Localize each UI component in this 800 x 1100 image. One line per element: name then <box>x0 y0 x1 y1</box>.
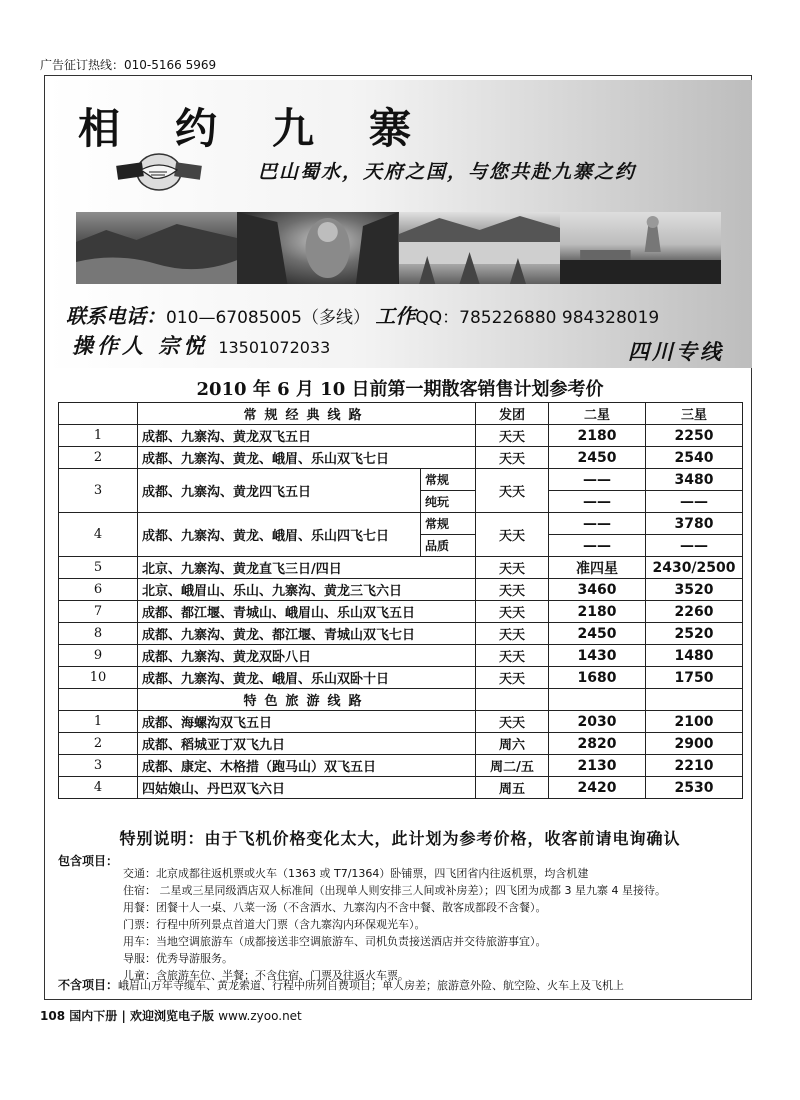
table-row: 纯玩 —— —— <box>59 491 743 513</box>
excluded-text: 峨眉山万年寺缆车、黄龙索道、行程中所列自费项目；单人房差；旅游意外险、航空险、火车上及飞机上 <box>118 979 625 992</box>
table-row: 4 四姑娘山、丹巴双飞六日 周五 2420 2530 <box>59 777 743 799</box>
handshake-logo-icon <box>115 150 203 194</box>
operator-phone: 13501072033 <box>218 338 331 357</box>
plan-title: 2010 年 6 月 10 日前第一期散客销售计划参考价 <box>196 379 604 400</box>
special-note: 特别说明：由于飞机价格变化太大，此计划为参考价格，收客前请电询确认 <box>119 829 681 848</box>
page-footer: 108 国内下册 | 欢迎浏览电子版 www.zyoo.net <box>40 1009 302 1023</box>
photo-valley <box>76 212 237 284</box>
table-row: 1 成都、海螺沟双飞五日 天天 2030 2100 <box>59 711 743 733</box>
footer-url[interactable]: www.zyoo.net <box>218 1009 302 1023</box>
banner-slogan: 巴山蜀水，天府之国，与您共赴九寨之约 <box>258 161 637 183</box>
table-row: 6 北京、峨眉山、乐山、九寨沟、黄龙三飞六日 天天 3460 3520 <box>59 579 743 601</box>
three-star-header: 三星 <box>646 403 743 425</box>
table-row: 2 成都、九寨沟、黄龙、峨眉、乐山双飞七日 天天 2450 2540 <box>59 447 743 469</box>
operator-line <box>72 330 330 360</box>
qq-label: 工作 <box>375 304 416 328</box>
included-transport: 交通：北京成都往返机票或火车（1363 或 T7/1364）卧铺票，四飞团省内往返机票，均含机建 <box>123 867 589 880</box>
table-row: 3 成都、康定、木格措（跑马山）双飞五日 周二/五 2130 2210 <box>59 755 743 777</box>
qq-numbers: QQ：785226880 984328019 <box>415 308 660 328</box>
price-table <box>58 402 743 799</box>
phone-number: 010—67085005（多线） <box>166 308 370 328</box>
photo-giant-buddha <box>237 212 398 284</box>
table-row: 8 成都、九寨沟、黄龙、都江堰、青城山双飞七日 天天 2450 2520 <box>59 623 743 645</box>
included-meals: 用餐：团餐十人一桌、八菜一汤（不含酒水、九寨沟内不含中餐、散客成都段不含餐）。 <box>123 901 547 914</box>
table-row: 10 成都、九寨沟、黄龙、峨眉、乐山双卧十日 天天 1680 1750 <box>59 667 743 689</box>
table-row: 1 成都、九寨沟、黄龙双飞五日 天天 2180 2250 <box>59 425 743 447</box>
ad-hotline: 广告征订热线：010-5166 5969 <box>40 58 217 72</box>
table-row: 7 成都、都江堰、青城山、峨眉山、乐山双飞五日 天天 2180 2260 <box>59 601 743 623</box>
excluded-line <box>58 976 624 993</box>
banner-title: 相约九寨 <box>78 104 467 153</box>
included-lodging: 住宿： 二星或三星同级酒店双人标准间（出现单人则安排三人间或补房差）；四飞团为成都 3 星九寨 4 星接待。 <box>123 884 666 897</box>
special-header-row <box>59 689 743 711</box>
footer-text: 欢迎浏览电子版 <box>130 1009 215 1023</box>
depart-header: 发团 <box>476 403 549 425</box>
scenery-photos <box>76 212 721 284</box>
footer-section: 国内下册 <box>69 1009 118 1023</box>
special-routes-header: 特色旅游线路 <box>138 689 476 711</box>
photo-golden-summit <box>560 212 721 284</box>
included-vehicle: 用车：当地空调旅游车（成都接送非空调旅游车、司机负责接送酒店并交待旅游事宜）。 <box>123 935 547 948</box>
table-row: 品质 —— —— <box>59 535 743 557</box>
operator-label: 操作人 宗悦 <box>72 333 209 358</box>
sichuan-line-tag: 四川专线 <box>628 339 724 364</box>
table-row: 9 成都、九寨沟、黄龙双卧八日 天天 1430 1480 <box>59 645 743 667</box>
two-star-header: 二星 <box>549 403 646 425</box>
table-row: 3 成都、九寨沟、黄龙四飞五日 常规 天天 —— 3480 <box>59 469 743 491</box>
table-row: 5 北京、九寨沟、黄龙直飞三日/四日 天天 准四星 2430/2500 <box>59 557 743 579</box>
table-row: 4 成都、九寨沟、黄龙、峨眉、乐山四飞七日 常规 天天 —— 3780 <box>59 513 743 535</box>
included-tickets: 门票：行程中所列景点首道大门票（含九寨沟内环保观光车）。 <box>123 918 426 931</box>
table-row: 2 成都、稻城亚丁双飞九日 周六 2820 2900 <box>59 733 743 755</box>
page-number: 108 <box>40 1009 66 1023</box>
included-label: 包含项目： <box>58 854 119 868</box>
table-header-row <box>59 403 743 425</box>
included-children: 儿童：含旅游车位、半餐；不含住宿、门票及往返火车票。 <box>123 969 409 982</box>
excluded-label: 不含项目： <box>58 978 119 992</box>
included-guide: 导服：优秀导游服务。 <box>123 952 233 965</box>
included-list <box>123 865 666 984</box>
photo-lake <box>399 212 560 284</box>
classic-routes-header: 常规经典线路 <box>138 403 476 425</box>
phone-label: 联系电话： <box>66 304 166 328</box>
contact-line <box>66 300 659 329</box>
